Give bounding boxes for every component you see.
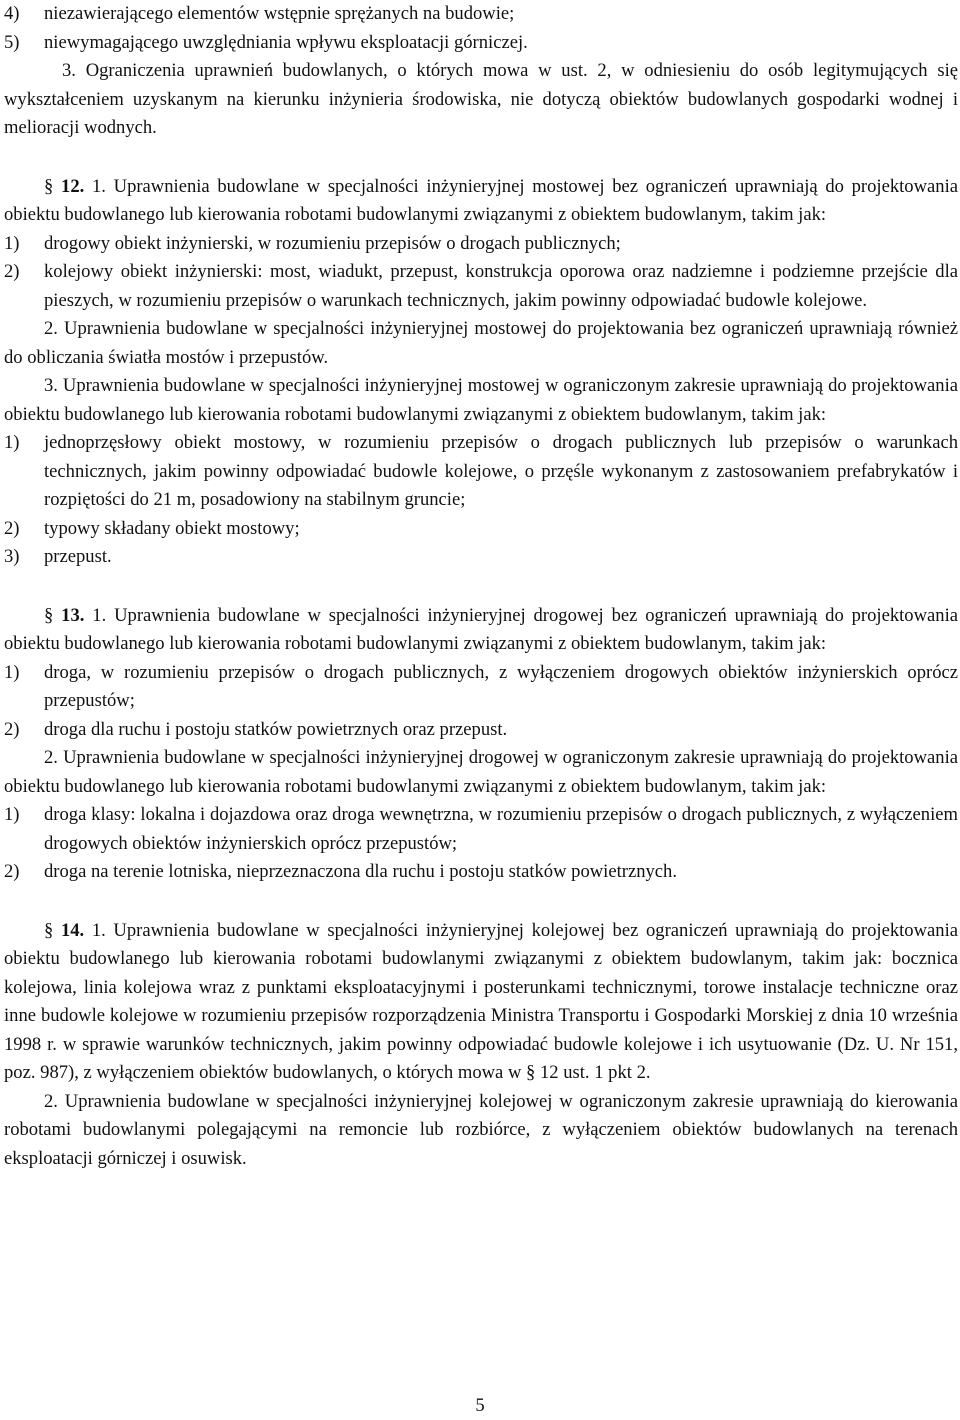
- list-item: [4, 543, 958, 572]
- section-13-ust-2: 2. Uprawnienia budowlane w specjalności inżynieryjnej drogowej w ograniczonym zakresie uprawniają do projektowania obiektu budowlanego lub kierowania robotami budowlanymi związanymi z obiektem budowlanym, takim jak:: [4, 747, 958, 797]
- list-item: [4, 659, 958, 716]
- item-number: 2): [4, 718, 20, 740]
- item-number: 1): [4, 432, 20, 453]
- paragraph-ust-3: 3. Ograniczenia uprawnień budowlanych, o których mowa w ust. 2, w odniesieniu do osób legitymujących się wykształceniem uzyskanym na kierunku inżynieria środowiska, nie dotyczą obiektów budowlanych gospodarki wodnej i melioracji wodnych.: [4, 60, 958, 138]
- list-item: [4, 258, 958, 315]
- list-item: [4, 801, 958, 858]
- item-text: droga na terenie lotniska, nieprzeznaczona dla ruchu i postoju statków powietrznych.: [44, 861, 677, 882]
- list-item: [4, 515, 958, 544]
- item-text: drogowy obiekt inżynierski, w rozumieniu przepisów o drogach publicznych;: [44, 232, 621, 254]
- section-sign: §: [44, 604, 54, 626]
- document-page: [4, 0, 958, 1173]
- section-12-ust-2: 2. Uprawnienia budowlane w specjalności inżynieryjnej mostowej do projektowania bez ograniczeń uprawniają również do obliczania światła mostów i przepustów.: [4, 318, 958, 368]
- item-text: przepust.: [44, 546, 112, 567]
- section-text: 1. Uprawnienia budowlane w specjalności inżynieryjnej mostowej bez ograniczeń uprawniają do projektowania obiektu budowlanego lub kierowania robotami budowlanymi związanymi z obiektem budowlanym, takim jak:: [4, 175, 958, 225]
- list-item: [4, 429, 958, 515]
- section-sign: §: [44, 175, 54, 197]
- item-number: 5): [4, 31, 20, 53]
- item-number: 4): [4, 3, 20, 24]
- item-text: niezawierającego elementów wstępnie sprężanych na budowie;: [44, 3, 515, 24]
- section-number: 12.: [61, 175, 85, 197]
- item-number: 2): [4, 517, 20, 539]
- section-12-ust-3: 3. Uprawnienia budowlane w specjalności inżynieryjnej mostowej w ograniczonym zakresie uprawniają do projektowania obiektu budowlanego lub kierowania robotami budowlanymi związanymi z obiektem budowlanym, takim jak:: [4, 375, 958, 425]
- section-sign: §: [44, 919, 54, 941]
- item-number: 1): [4, 661, 20, 683]
- item-text: kolejowy obiekt inżynierski: most, wiadukt, przepust, konstrukcja oporowa oraz nadziemne i podziemne przejście dla pieszych, w rozumieniu przepisów o warunkach technicznych, jakim powinny odpowiadać budowle kolejowe.: [44, 261, 958, 311]
- section-text: 1. Uprawnienia budowlane w specjalności inżynieryjnej drogowej bez ograniczeń uprawniają do projektowania obiektu budowlanego lub kierowania robotami budowlanymi związanymi z obiektem budowlanym, takim jak:: [4, 604, 958, 654]
- item-text: niewymagającego uwzględniania wpływu eksploatacji górniczej.: [44, 31, 528, 53]
- list-item: [4, 230, 958, 259]
- section-14-ust-2: 2. Uprawnienia budowlane w specjalności inżynieryjnej kolejowej w ograniczonym zakresie uprawniają do kierowania robotami budowlanymi polegającymi na remoncie lub rozbiórce, z wyłączeniem obiektów budowlanych na terenach eksploatacji górniczej i osuwisk.: [4, 1090, 958, 1169]
- item-number: 3): [4, 546, 20, 567]
- item-number: 1): [4, 804, 20, 825]
- page-number: 5: [475, 1395, 485, 1416]
- list-item: [4, 29, 958, 58]
- item-text: droga, w rozumieniu przepisów o drogach publicznych, z wyłączeniem drogowych obiektów inżynierskich oprócz przepustów;: [44, 661, 958, 711]
- item-text: jednoprzęsłowy obiekt mostowy, w rozumieniu przepisów o drogach publicznych lub przepisów o warunkach technicznych, jakim powinny odpowiadać budowle kolejowe, o przęśle wykonanym z zastosowaniem prefabrykatów i rozpiętości do 21 m, posadowiony na stabilnym gruncie;: [44, 432, 958, 510]
- item-number: 1): [4, 232, 20, 254]
- section-14-ust-1: [4, 917, 958, 1088]
- section-13-ust-1: [4, 602, 958, 659]
- section-number: 13.: [61, 604, 85, 626]
- list-item: [4, 0, 958, 29]
- section-text: 1. Uprawnienia budowlane w specjalności inżynieryjnej kolejowej bez ograniczeń uprawniają do projektowania obiektu budowlanego lub kierowania robotami budowlanymi związanymi z obiektem budowlanym, takim jak: bocznica kolejowa, linia kolejowa wraz z punktami eksploatacyjnymi i posterunkami technicznymi, torowe instalacje techniczne oraz inne budowle kolejowe w rozumieniu przepisów rozporządzenia Ministra Transportu i Gospodarki Morskiej z dnia 10 września 1998 r. w sprawie warunków technicznych, jakim powinny odpowiadać budowle kolejowe i ich usytuowanie (Dz. U. Nr 151, poz. 987), z wyłączeniem obiektów budowlanych, o których mowa w § 12 ust. 1 pkt 2.: [4, 919, 958, 1083]
- item-text: droga klasy: lokalna i dojazdowa oraz droga wewnętrzna, w rozumieniu przepisów o drogach publicznych, z wyłączeniem drogowych obiektów inżynierskich oprócz przepustów;: [44, 804, 958, 854]
- item-text: droga dla ruchu i postoju statków powietrznych oraz przepust.: [44, 718, 508, 740]
- section-12-ust-1: [4, 173, 958, 230]
- section-number: 14.: [60, 919, 85, 941]
- item-text: typowy składany obiekt mostowy;: [44, 517, 300, 539]
- list-item: [4, 716, 958, 745]
- item-number: 2): [4, 261, 20, 282]
- list-item: [4, 858, 958, 887]
- item-number: 2): [4, 861, 20, 882]
